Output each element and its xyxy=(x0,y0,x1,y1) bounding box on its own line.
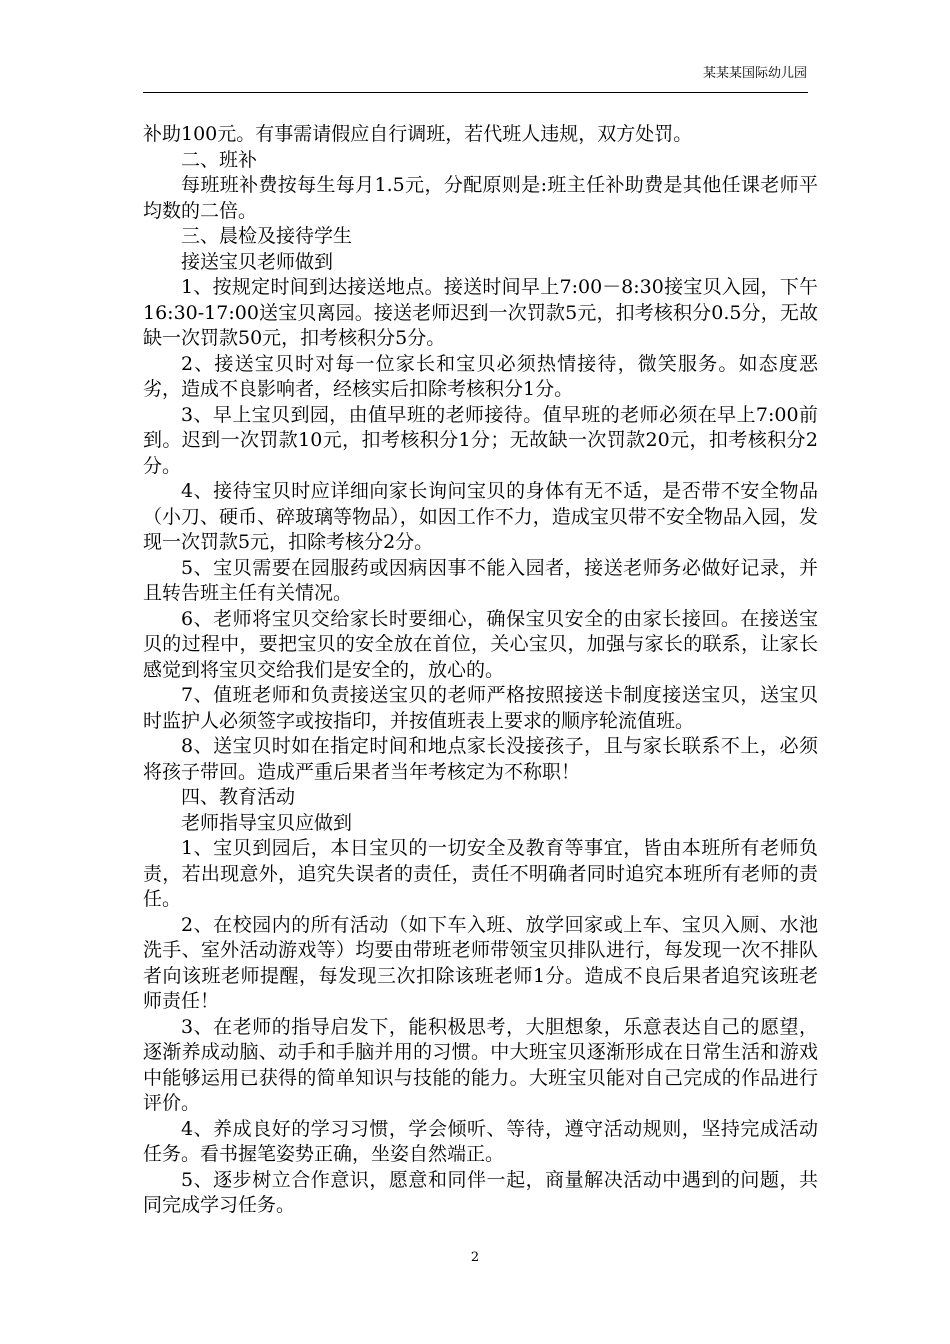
paragraph: 每班班补费按每生每月1.5元，分配原则是:班主任补助费是其他任课老师平均数的二倍。 xyxy=(143,174,818,222)
section-heading: 二、班补 xyxy=(181,148,258,171)
list-item: 1、宝贝到园后，本日宝贝的一切安全及教育等事宜，皆由本班所有老师负责，若出现意外，追究失误者的责任，责任不明确者同时追究本班所有老师的责任。 xyxy=(143,837,818,910)
section-heading: 三、晨检及接待学生 xyxy=(181,225,353,247)
list-item: 4、接待宝贝时应详细向家长询问宝贝的身体有无不适，是否带不安全物品（小刀、硬币、碎玻璃等物品），如因工作不力，造成宝贝带不安全物品入园，发现一次罚款5元，扣除考核分2分。 xyxy=(143,480,818,553)
header-divider xyxy=(143,92,808,93)
subheading: 接送宝贝老师做到 xyxy=(181,250,334,273)
list-item: 7、值班老师和负责接送宝贝的老师严格按照接送卡制度接送宝贝，送宝贝时监护人必须签字或按指印，并按值班表上要求的顺序轮流值班。 xyxy=(143,684,818,732)
section-heading: 四、教育活动 xyxy=(181,786,296,808)
list-item: 1、按规定时间到达接送地点。接送时间早上7:00－8:30接宝贝入园，下午16:30-17:00送宝贝离园。接送老师迟到一次罚款5元，扣考核积分0.5分，无故缺一次罚款50元，扣考核积分5分。 xyxy=(143,276,818,349)
list-item: 2、接送宝贝时对每一位家长和宝贝必须热情接待，微笑服务。如态度恶劣，造成不良影响者，经核实后扣除考核积分1分。 xyxy=(143,352,818,400)
subheading: 老师指导宝贝应做到 xyxy=(181,811,353,834)
paragraph: 补助100元。有事需请假应自行调班，若代班人违规，双方处罚。 xyxy=(143,123,693,145)
list-item: 3、在老师的指导启发下，能积极思考，大胆想象，乐意表达自己的愿望，逐渐养成动脑、动手和手脑并用的习惯。中大班宝贝逐渐形成在日常生活和游戏中能够运用已获得的简单知识与技能的能力。大班宝贝能对自己完成的作品进行评价。 xyxy=(143,1015,818,1114)
list-item: 5、宝贝需要在园服药或因病因事不能入园者，接送老师务必做好记录，并且转告班主任有关情况。 xyxy=(143,556,818,604)
document-body xyxy=(143,122,818,1219)
page-header xyxy=(0,66,807,82)
list-item: 5、逐步树立合作意识，愿意和同伴一起，商量解决活动中遇到的问题，共同完成学习任务。 xyxy=(143,1168,818,1216)
list-item: 8、送宝贝时如在指定时间和地点家长没接孩子，且与家长联系不上，必须将孩子带回。造成严重后果者当年考核定为不称职！ xyxy=(143,735,818,783)
list-item: 3、早上宝贝到园，由值早班的老师接待。值早班的老师必须在早上7:00前到。迟到一次罚款10元，扣考核积分1分；无故缺一次罚款20元，扣考核积分2分。 xyxy=(143,403,818,477)
list-item: 2、在校园内的所有活动（如下车入班、放学回家或上车、宝贝入厕、水池洗手、室外活动游戏等）均要由带班老师带领宝贝排队进行，每发现一次不排队者向该班老师提醒，每发现三次扣除该班老师1分。造成不良后果者追究该班老师责任！ xyxy=(143,913,818,1012)
list-item: 6、老师将宝贝交给家长时要细心，确保宝贝安全的由家长接回。在接送宝贝的过程中，要把宝贝的安全放在首位，关心宝贝，加强与家长的联系，让家长感觉到将宝贝交给我们是安全的，放心的。 xyxy=(143,607,818,681)
header-org-name: 某某某国际幼儿园 xyxy=(702,66,807,81)
page-number: 2 xyxy=(470,1250,480,1265)
list-item: 4、养成良好的学习习惯，学会倾听、等待，遵守活动规则，坚持完成活动任务。看书握笔姿势正确，坐姿自然端正。 xyxy=(143,1117,818,1165)
